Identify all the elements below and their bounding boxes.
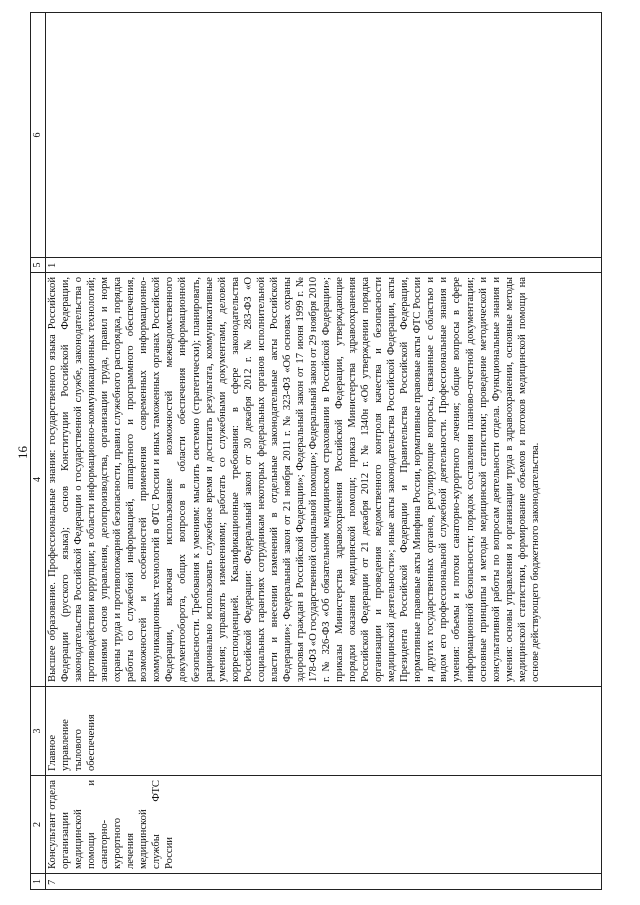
position-title: Консультант отдела организации медицинской помощи и санаторно-курортного лечения медицинской службы ФТС России: [46, 776, 602, 874]
row-number: 7: [46, 874, 602, 890]
header-cell-1: 1: [31, 874, 46, 890]
department-name: Главное управление тылового обеспечения: [46, 687, 602, 776]
header-cell-5: 5: [31, 258, 46, 273]
header-cell-4: 4: [31, 273, 46, 687]
positions-table: [30, 12, 602, 890]
header-cell-2: 2: [31, 776, 46, 874]
column-6-value: [46, 13, 602, 258]
page-number: 16: [15, 446, 30, 459]
header-row: [31, 13, 46, 890]
table-row: [46, 13, 602, 890]
column-5-value: 1: [46, 258, 602, 273]
header-cell-6: 6: [31, 13, 46, 258]
header-cell-3: 3: [31, 687, 46, 776]
qualification-requirements: Высшее образование. Профессиональные знания: государственного языка Российской Федерации (русского языка); основ Конституции Российской Федерации, законодательства Российской Федерации о государственной службе, законодательства о противодействии коррупции; в области информационно-коммуникационных технологий; знаниями основ управления, делопроизводства, организации труда, правил и норм охраны труда и противопожарной безопасности, правил служебного распорядка, порядка работы со служебной информацией, аппаратного и программного обеспечения, возможностей и особенностей применения современных информационно-коммуникационных технологий в ФТС России и иных таможенных органах Российской Федерации, включая использование возможностей межведомственного документооборота, общих вопросов в области обеспечения информационной безопасности. Требования к умениям: мыслить системно (стратегически); планировать, рационально использовать служебное время и достигать результата, коммуникативные умения; управлять изменениями; работать со служебными документами, деловой корреспонденцией. Квалификационные требования: в сфере законодательства Российской Федерации: Федеральный закон от 30 декабря 2012 г. № 283-ФЗ «О социальных гарантиях сотрудникам некоторых федеральных органов исполнительной власти и внесении изменений в отдельные законодательные акты Российской Федерации»; Федеральный закон от 21 ноября 2011 г. № 323-ФЗ «Об основах охраны здоровья граждан в Российской Федерации»; Федеральный закон от 17 июня 1999 г. № 178-ФЗ «О государственной социальной помощи»; Федеральный закон от 29 ноября 2010 г. № 326-ФЗ «Об обязательном медицинском страховании в Российской Федерации»; приказы Министерства здравоохранения Российской Федерации, утверждающие порядки оказания медицинской помощи; приказ Министерства здравоохранения Российской Федерации от 21 декабря 2012 г. № 1340н «Об утверждении порядка организации и проведения ведомственного контроля качества и безопасности медицинской деятельности»; иные акты законодательства Российской Федерации, акты Президента Российской Федерации и Правительства Российской Федерации, нормативные правовые акты Минфина России, нормативные правовые акты ФТС России и других государственных органов, регулирующие вопросы, связанные с областью и видом его профессиональной служебной деятельности. Профессиональные знания и умения: объемы и потоки санаторно-курортного лечения; общие вопросы в сфере информационной безопасности; порядок составления планово-отчетной документации; основные принципы и методы медицинской статистики; проведение методической и консультативной работы по вопросам деятельности отдела. Функциональные знания и умения: основы управления и организации труда в здравоохранении, основные методы медицинской статистики, формирование объемов и потоков медицинской помощи на основе действующего бюджетного законодательства.: [46, 273, 602, 687]
